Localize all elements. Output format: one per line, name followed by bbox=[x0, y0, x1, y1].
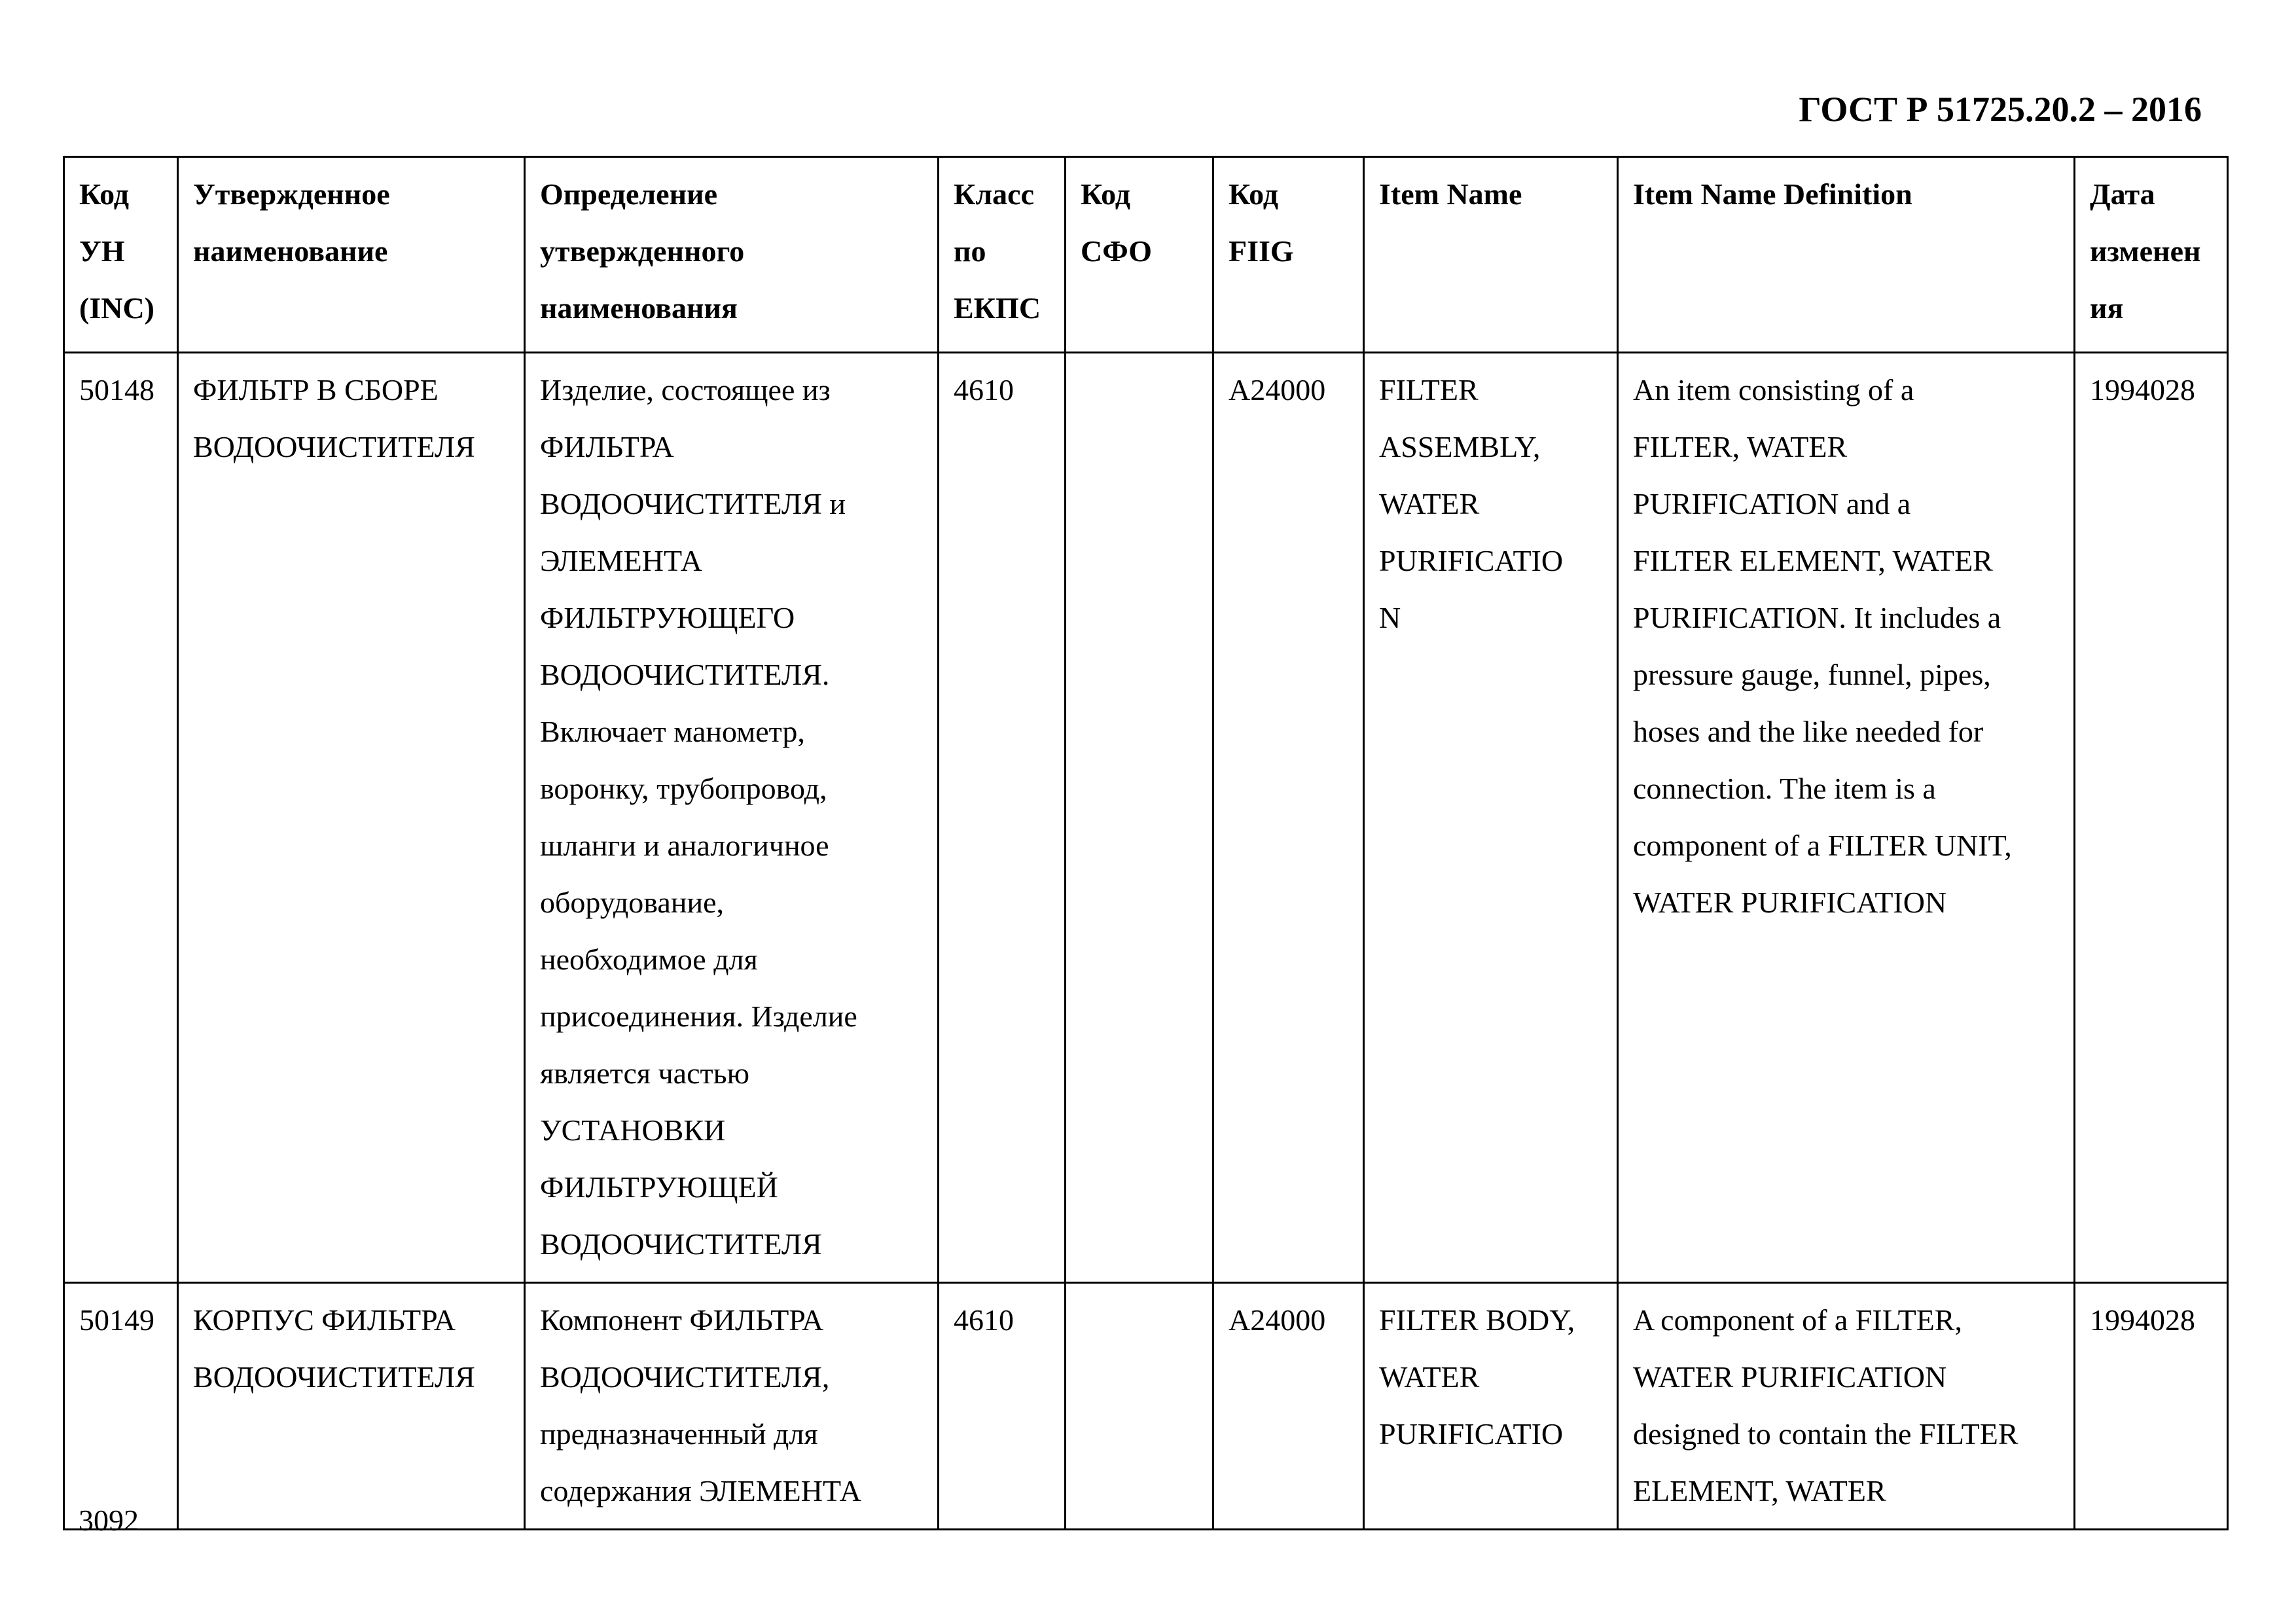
header-item-name: Item Name bbox=[1364, 157, 1618, 353]
cell-item-name-definition: A component of a FILTER, WATER PURIFICATION designed to contain the FILTER ELEMENT, WATER bbox=[1618, 1283, 2075, 1530]
header-inc-code: Код УН (INC) bbox=[64, 157, 178, 353]
document-id-header: ГОСТ Р 51725.20.2 – 2016 bbox=[1799, 90, 2202, 129]
table-header-row bbox=[64, 157, 2228, 353]
cell-sfo-code bbox=[1066, 353, 1213, 1283]
cell-item-name: FILTER ASSEMBLY, WATER PURIFICATIO N bbox=[1364, 353, 1618, 1283]
cell-approved-name-definition: Компонент ФИЛЬТРА ВОДООЧИСТИТЕЛЯ, предназначенный для содержания ЭЛЕМЕНТА bbox=[525, 1283, 939, 1530]
header-ekps-class: Класс по ЕКПС bbox=[939, 157, 1066, 353]
table-row bbox=[64, 1283, 2228, 1530]
table-row bbox=[64, 353, 2228, 1283]
cell-sfo-code bbox=[1066, 1283, 1213, 1530]
cell-item-name-definition: An item consisting of a FILTER, WATER PURIFICATION and a FILTER ELEMENT, WATER PURIFICATION. It includes a pressure gauge, funnel, pipes, hoses and the like needed for connection. The item is a component of a FILTER UNIT, WATER PURIFICATION bbox=[1618, 353, 2075, 1283]
cell-approved-name: ФИЛЬТР В СБОРЕ ВОДООЧИСТИТЕЛЯ bbox=[178, 353, 525, 1283]
cell-approved-name-definition: Изделие, состоящее из ФИЛЬТРА ВОДООЧИСТИТЕЛЯ и ЭЛЕМЕНТА ФИЛЬТРУЮЩЕГО ВОДООЧИСТИТЕЛЯ. Включает манометр, воронку, трубопровод, шланги и аналогичное оборудование, необходимое для присоединения. Изделие является частью УСТАНОВКИ ФИЛЬТРУЮЩЕЙ ВОДООЧИСТИТЕЛЯ bbox=[525, 353, 939, 1283]
cell-ekps-class: 4610 bbox=[939, 1283, 1066, 1530]
header-change-date: Дата изменен ия bbox=[2075, 157, 2228, 353]
cell-approved-name: КОРПУС ФИЛЬТРА ВОДООЧИСТИТЕЛЯ bbox=[178, 1283, 525, 1530]
cell-change-date: 1994028 bbox=[2075, 353, 2228, 1283]
cell-inc-code: 50148 bbox=[64, 353, 178, 1283]
header-approved-name: Утвержденное наименование bbox=[178, 157, 525, 353]
page-number: 3092 bbox=[79, 1504, 139, 1537]
cell-fiig-code: A24000 bbox=[1213, 1283, 1364, 1530]
header-approved-name-definition: Определение утвержденного наименования bbox=[525, 157, 939, 353]
cell-ekps-class: 4610 bbox=[939, 353, 1066, 1283]
header-item-name-definition: Item Name Definition bbox=[1618, 157, 2075, 353]
nomenclature-table bbox=[63, 156, 2229, 1530]
cell-item-name: FILTER BODY, WATER PURIFICATIO bbox=[1364, 1283, 1618, 1530]
header-sfo-code: Код СФО bbox=[1066, 157, 1213, 353]
header-fiig-code: Код FIIG bbox=[1213, 157, 1364, 353]
cell-change-date: 1994028 bbox=[2075, 1283, 2228, 1530]
cell-inc-code: 50149 bbox=[64, 1283, 178, 1530]
cell-fiig-code: A24000 bbox=[1213, 353, 1364, 1283]
